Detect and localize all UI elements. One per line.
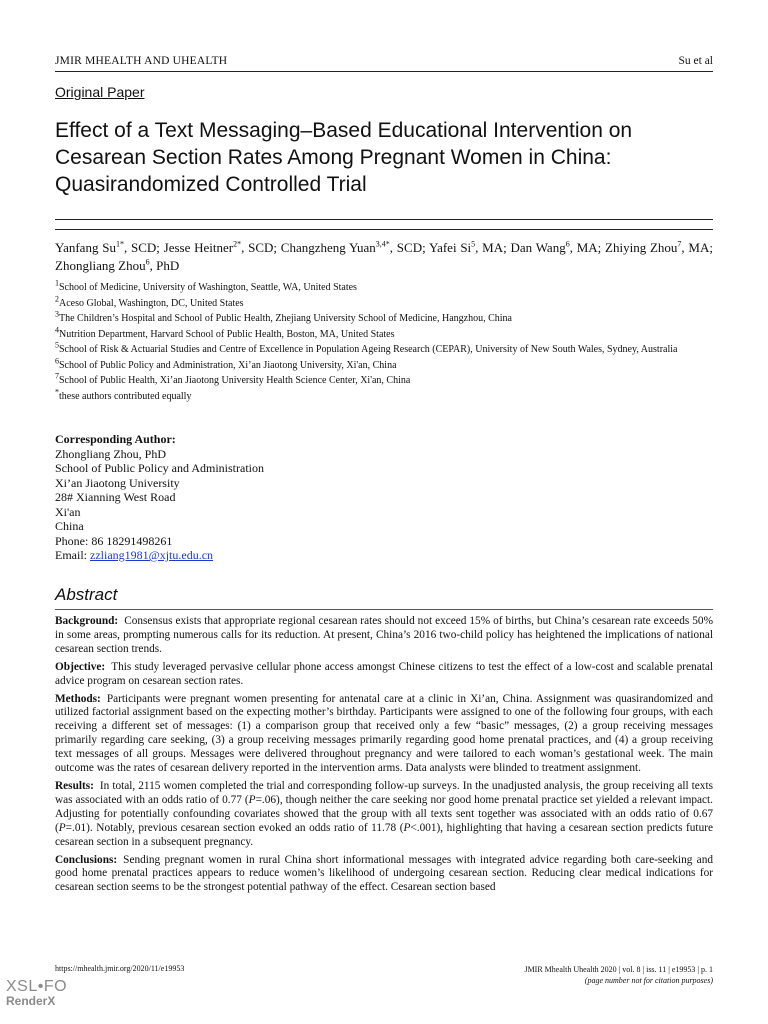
author: Dan Wang$^6$, MA; (510, 239, 606, 255)
abstract-objective: Objective: This study leveraged pervasive cellular phone access amongst Chinese citizens to test the effect of a low-cost and scalable prenatal advice program on cesarean section rates. (55, 660, 713, 687)
corresponding-city: Xi'an (55, 504, 81, 519)
corresponding-street: 28# Xianning West Road (55, 490, 176, 504)
corresponding-school: School of Public Policy and Administration (55, 461, 264, 475)
corresponding-author (55, 432, 455, 563)
affiliation: $^5$School of Risk & Actuarial Studies and Centre of Excellence in Population Ageing Research (CEPAR), University of New South Wales, Sydney, Australia (55, 340, 678, 355)
affiliation: $^4$Nutrition Department, Harvard School of Public Health, Boston, MA, United States (55, 325, 395, 340)
citation-line: JMIR Mhealth Uhealth 2020 | vol. 8 | iss. 11 | e19953 | p. 1 (524, 965, 713, 974)
corresponding-university: Xi’an Jiaotong University (55, 475, 180, 490)
author: Yanfang $Su^{1*}$, SCD; (55, 239, 164, 255)
abstract-methods: Methods: Participants were pregnant women presenting for antenatal care at a clinic in Xi’an, China. Assignment was quasirandomized and utilized factorial assignment based on the expecting mother’s birthday. Participants were assigned to one of the following four groups, with each receiving a different set of messages: (1) a comparison group that received only a few “basic” messages, (2) a group receiving messages primarily regarding care seeking, (3) a group receiving messages primarily regarding good home prenatal practices, and (4) a group receiving text messages of all groups. Messages were delivered throughout pregnancy and were tailored to each woman’s gestational week. The main outcome was the rates of cesarean delivery reported in the intervention arms. Data analysts were blinded to treatment assignment. (55, 692, 713, 775)
author: Zhiying Zhou$^7$, MA; (605, 239, 713, 255)
affiliation: $^3$The Children’s Hospital and School of Public Health, Zhejiang University School of Medicine, Hangzhou, China (55, 309, 512, 324)
email-link[interactable]: zzliang1981@xjtu.edu.cn (90, 548, 214, 562)
paper-type: Original Paper (55, 84, 145, 100)
affiliation-note: *these authors contributed equally (55, 387, 192, 402)
corresponding-country: China (55, 519, 84, 533)
watermark-xslfo: XSL•FO (6, 978, 68, 995)
corresponding-email-line: Email: zzliang1981@xjtu.edu.cn (55, 548, 214, 562)
affiliation: $^6$School of Public Policy and Administration, Xi’an Jiaotong University, Xi'an, China (55, 356, 397, 371)
header-rule (55, 71, 713, 72)
affiliation: $^2$Aceso Global, Washington, DC, United States (55, 294, 244, 309)
abstract-rule (55, 609, 713, 610)
running-header (55, 55, 713, 71)
running-authors: Su et al (678, 55, 713, 67)
abstract-body (55, 615, 713, 899)
author: Yafei Si$^5$, MA; (428, 239, 511, 255)
paper-title: Effect of a Text Messaging–Based Educational Intervention on Cesarean Section Rates Among Pregnant Women in China: Quasirandomized Controlled Trial (55, 119, 633, 196)
author: Zhongliang Zhou$^6$, PhD (55, 257, 180, 273)
affiliation-list (55, 278, 713, 405)
title-rule-bottom (55, 229, 713, 230)
page-number-note: (page number not for citation purposes) (584, 976, 713, 985)
author: Jesse Heitner$^{2*}$, SCD; (163, 239, 281, 255)
corresponding-author-label: Corresponding Author: (55, 432, 176, 446)
title-rule-top (55, 219, 713, 220)
author-list (55, 239, 713, 275)
abstract-conclusions: Conclusions: Sending pregnant women in rural China short informational messages with integrated advice regarding both care-seeking and good home prenatal practices appears to reduce women’s likelihood of undergoing cesarean section. Reducing clear medical indications for cesarean section seems to be the strongest potential pathway of the effect. Cesarean section based (55, 853, 713, 894)
renderx-watermark (6, 979, 67, 1009)
footer-citation (524, 964, 713, 986)
abstract-heading: Abstract (55, 585, 118, 604)
journal-name: JMIR MHEALTH AND UHEALTH (55, 55, 228, 67)
affiliation: $^7$School of Public Health, Xi’an Jiaotong University Health Science Center, Xi'an, China (55, 371, 411, 386)
footer-url: https://mhealth.jmir.org/2020/11/e19953 (55, 964, 185, 973)
abstract-background: Background: Consensus exists that appropriate regional cesarean rates should not exceed 15% of births, but China’s cesarean rate exceeds 50% in some areas, prompting numerous calls for its reduction. At present, China’s 2016 two-child policy has heightened the implications of national cesarean section trends. (55, 615, 713, 655)
corresponding-name: Zhongliang Zhou, PhD (55, 446, 166, 461)
corresponding-phone: Phone: 86 18291498261 (55, 533, 173, 548)
watermark-renderx: RenderX (6, 994, 56, 1008)
abstract-results: Results: In total, 2115 women completed the trial and corresponding follow-up surveys. In the unadjusted analysis, the group receiving all texts was associated with an odds ratio of 0.77 (P=.06), though neither the care seeking nor good home prenatal practice set yielded a relevant impact. Adjusting for potentially confounding covariates showed that the group with all texts sent together was associated with an odds ratio of 0.67 (P=.01). Notably, previous cesarean section evoked an odds ratio of 11.78 (P<.001), highlighting that having a cesarean section predicts future cesarean section in a subsequent pregnancy. (55, 779, 713, 848)
author: Changzheng Yuan$^{3,4*}$, SCD; (280, 239, 429, 255)
affiliation: $^1$School of Medicine, University of Washington, Seattle, WA, United States (55, 278, 357, 293)
